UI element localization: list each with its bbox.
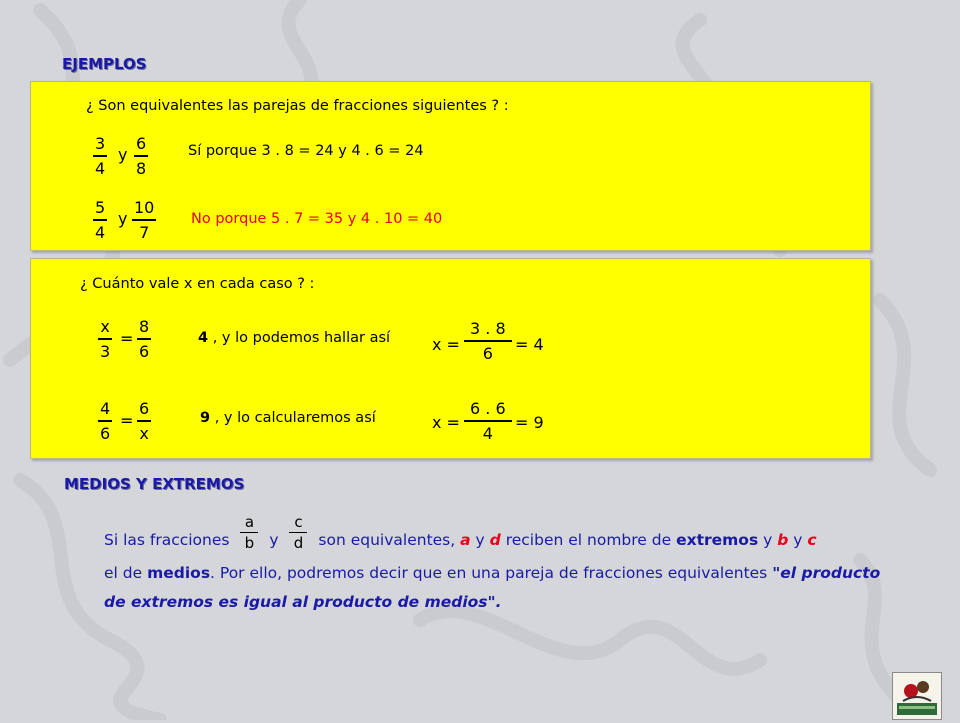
- x-equals: x =: [432, 413, 460, 432]
- denominator: 4: [482, 423, 493, 443]
- fraction-x-3: [98, 317, 112, 361]
- heading-ejemplos: EJEMPLOS: [62, 55, 147, 73]
- denominator: 6: [482, 343, 493, 363]
- x-equals: x =: [432, 335, 460, 354]
- conjunction-y: y: [118, 209, 128, 228]
- question-equivalence: ¿ Son equivalentes las parejas de fracciones siguientes ? :: [86, 98, 509, 114]
- box-equivalence-examples: [30, 81, 871, 251]
- numerator: a: [244, 513, 255, 531]
- letter-b: b: [777, 531, 789, 550]
- numerator: 3: [95, 134, 106, 153]
- fraction-bar: [132, 219, 156, 221]
- question-find-x: ¿ Cuánto vale x en cada caso ? :: [80, 276, 315, 292]
- term-extremos: extremos: [676, 531, 759, 550]
- answer-value: 4: [198, 330, 209, 346]
- letter-c: c: [807, 531, 817, 550]
- fraction-c-d: [289, 514, 307, 551]
- result-4: = 4: [515, 335, 544, 354]
- text: Si las fracciones: [104, 531, 230, 550]
- text: . Por ello, podremos decir que en una pareja de fracciones equivalentes: [210, 564, 768, 583]
- text: y: [269, 531, 279, 550]
- denominator: 7: [139, 222, 150, 242]
- text: son equivalentes,: [318, 531, 456, 550]
- denominator: 4: [95, 222, 106, 242]
- numerator: 6: [136, 134, 147, 153]
- text: y: [763, 531, 773, 550]
- answer-x-9: [200, 410, 376, 426]
- denominator: 6: [100, 423, 111, 443]
- fraction-3-4: [93, 134, 107, 178]
- fraction-6dot6-4: [464, 399, 512, 443]
- denominator: 3: [100, 341, 111, 361]
- fraction-bar: [134, 155, 148, 157]
- conjunction-y: y: [118, 145, 128, 164]
- box-find-x-examples: [30, 258, 871, 459]
- term-medios: medios: [147, 564, 211, 583]
- numerator: 6 . 6: [470, 399, 506, 418]
- answer-text: , y lo calcularemos así: [210, 410, 376, 426]
- definition-paragraph: [104, 513, 904, 617]
- numerator: 8: [139, 317, 150, 336]
- numerator: c: [294, 513, 303, 531]
- fraction-4-6: [98, 399, 112, 443]
- fraction-6-8: [134, 134, 148, 178]
- numerator: 10: [134, 198, 155, 217]
- fraction-bar: [464, 340, 512, 342]
- fraction-bar: [464, 420, 512, 422]
- fraction-10-7: [132, 198, 156, 242]
- fraction-8-6: [137, 317, 151, 361]
- fraction-bar: [98, 338, 112, 340]
- numerator: x: [100, 317, 110, 336]
- fraction-5-4: [93, 198, 107, 242]
- fraction-bar: [93, 219, 107, 221]
- fraction-6-x: [137, 399, 151, 443]
- fraction-bar: [240, 532, 258, 533]
- text: y: [475, 531, 485, 550]
- denominator: b: [244, 534, 255, 553]
- letter-d: d: [489, 531, 501, 550]
- fraction-bar: [137, 420, 151, 422]
- result-9: = 9: [515, 413, 544, 432]
- denominator: 6: [139, 341, 150, 361]
- answer-yes: Sí porque 3 . 8 = 24 y 4 . 6 = 24: [188, 143, 424, 159]
- fraction-bar: [93, 155, 107, 157]
- rule-quote: "el producto de extremos es igual al producto de medios".: [104, 564, 881, 612]
- answer-value: 9: [200, 410, 211, 426]
- numerator: 5: [95, 198, 106, 217]
- book-logo-icon: [892, 672, 942, 720]
- denominator: 4: [95, 158, 106, 178]
- numerator: 3 . 8: [470, 319, 506, 338]
- heading-medios-extremos: MEDIOS Y EXTREMOS: [64, 475, 245, 493]
- equals-sign: =: [120, 329, 134, 348]
- fraction-bar: [137, 338, 151, 340]
- fraction-bar: [289, 532, 307, 533]
- answer-no: No porque 5 . 7 = 35 y 4 . 10 = 40: [191, 211, 443, 227]
- denominator: d: [293, 534, 304, 553]
- letter-a: a: [460, 531, 471, 550]
- denominator: 8: [136, 158, 147, 178]
- text: el de: [104, 564, 143, 583]
- numerator: 4: [100, 399, 111, 418]
- numerator: 6: [139, 399, 150, 418]
- fraction-bar: [98, 420, 112, 422]
- answer-x-4: [198, 330, 390, 346]
- text: reciben el nombre de: [505, 531, 672, 550]
- fraction-3dot8-6: [464, 319, 512, 363]
- text: y: [793, 531, 803, 550]
- fraction-a-b: [240, 514, 258, 551]
- equals-sign: =: [120, 411, 134, 430]
- denominator: x: [139, 423, 149, 443]
- answer-text: , y lo podemos hallar así: [208, 330, 391, 346]
